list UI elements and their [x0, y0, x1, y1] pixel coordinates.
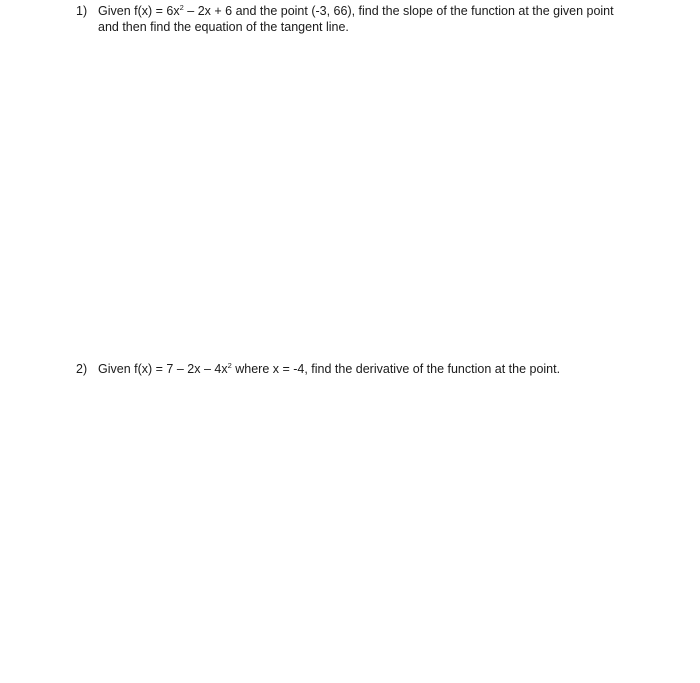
- problem-1: [76, 3, 656, 35]
- problem-text-line-2: and then find the equation of the tangent line.: [98, 20, 349, 34]
- problem-number: 2): [76, 362, 88, 376]
- problem-text: [98, 3, 656, 35]
- problem-text-part: Given f(x) = 7 – 2x – 4x: [98, 362, 228, 376]
- exponent: 2: [179, 3, 184, 12]
- problem-text: [98, 361, 656, 377]
- problem-text-part: where x = -4, find the derivative of the function at the point.: [231, 362, 561, 376]
- problem-text-part: Given f(x) = 6x: [98, 4, 180, 18]
- exponent: 2: [227, 361, 232, 370]
- problem-text-part: – 2x + 6 and the point (-3, 66), find the slope of the function at the given point: [183, 4, 614, 18]
- problem-number: 1): [76, 4, 88, 18]
- problem-2: [76, 361, 656, 377]
